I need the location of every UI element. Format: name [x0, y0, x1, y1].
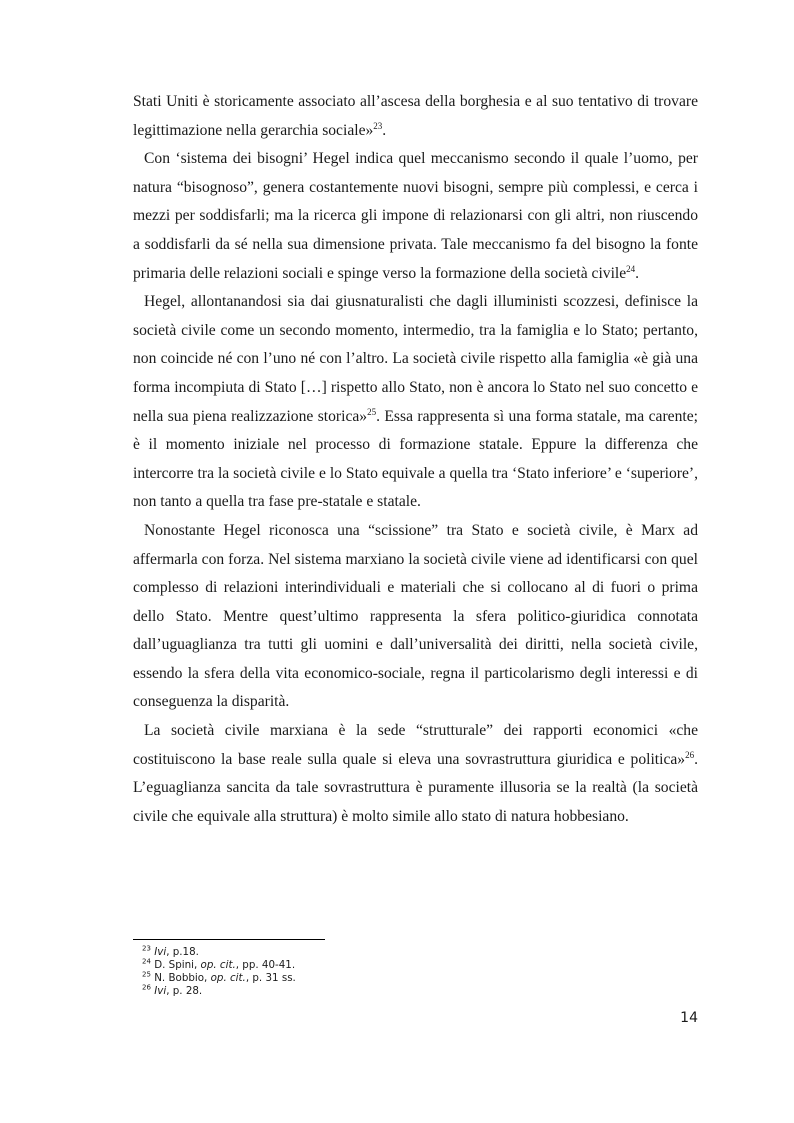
footnote-source: op. cit.	[210, 972, 246, 984]
paragraph-text: . L’eguaglianza sancita da tale sovrastruttura è puramente illusoria se la realtà (la società civile che equivale alla struttura) è molto simile allo stato di natura hobbesiano.	[133, 750, 698, 825]
footnote-number: 26	[142, 983, 151, 992]
footnote-source: Ivi	[154, 985, 167, 997]
footnote-number: 23	[142, 944, 151, 953]
page-number: 14	[680, 1010, 698, 1026]
paragraph-text: Nonostante Hegel riconosca una “scissione” tra Stato e società civile, è Marx ad affermarla con forza. Nel sistema marxiano la società civile viene ad identificarsi con quel complesso di relazioni interindividuali e materiali che si collocano al di fuori o prima dello Stato. Mentre quest’ultimo rappresenta la sfera politico-giuridica connotata dall’uguaglianza tra tutti gli uomini e dall’universalità dei diritti, nella società civile, essendo la sfera della vita economico-sociale, regna il particolarismo degli interessi e di conseguenza la disparità.	[133, 521, 698, 711]
footnote-number: 24	[142, 957, 151, 966]
footnote-pages: , p.18.	[166, 946, 199, 958]
footnote-ref[interactable]: 26	[685, 749, 695, 760]
footnote	[142, 946, 682, 959]
footnote-source: op. cit.	[200, 959, 236, 971]
paragraph-text: .	[635, 264, 640, 282]
paragraph	[133, 517, 698, 717]
paragraph-text: Hegel, allontanandosi sia dai giusnaturalisti che dagli illuministi scozzesi, definisce la società civile come un secondo momento, intermedio, tra la famiglia e lo Stato; pertanto, non coincide né con l’uno né con l’altro. La società civile rispetto alla famiglia «è già una forma incompiuta di Stato […] rispetto allo Stato, non è ancora lo Stato nel suo concetto e nella sua piena realizzazione storica»	[133, 293, 698, 425]
footnote	[142, 972, 682, 985]
footnote-ref[interactable]: 25	[367, 406, 377, 417]
paragraph-text: La società civile marxiana è la sede “strutturale” dei rapporti economici «che costituiscono la base reale sulla quale si eleva una sovrastruttura giuridica e politica»	[133, 722, 698, 768]
footnote-number: 25	[142, 970, 151, 979]
paragraph	[133, 288, 698, 517]
body-text	[133, 88, 698, 831]
footnote-ref[interactable]: 23	[373, 120, 383, 131]
paragraph	[133, 88, 698, 145]
footnote-source: Ivi	[154, 946, 167, 958]
footnote-ref[interactable]: 24	[626, 263, 636, 274]
paragraph-text: . Essa rappresenta sì una forma statale, ma carente; è il momento iniziale nel processo di formazione statale. Eppure la differenza che intercorre tra la società civile e lo Stato equivale a quella tra ‘Stato inferiore’ e ‘superiore’, non tanto a quella tra fase pre-statale e statale.	[133, 407, 698, 511]
paragraph-text: Con ‘sistema dei bisogni’ Hegel indica quel meccanismo secondo il quale l’uomo, per natura “bisognoso”, genera costantemente nuovi bisogni, sempre più complessi, e cerca i mezzi per soddisfarli; ma la ricerca gli impone di relazionarsi con gli altri, non riuscendo a soddisfarli da sé nella sua dimensione privata. Tale meccanismo fa del bisogno la fonte primaria delle relazioni sociali e spinge verso la formazione della società civile	[133, 150, 698, 282]
footnote-pages: , p. 28.	[166, 985, 203, 997]
footnote-pages: , pp. 40-41.	[235, 959, 296, 971]
footnote-pages: , p. 31 ss.	[245, 972, 296, 984]
paragraph	[133, 717, 698, 831]
footnote	[142, 959, 682, 972]
paragraph-text: Stati Uniti è storicamente associato all’ascesa della borghesia e al suo tentativo di trovare legittimazione nella gerarchia sociale»	[133, 93, 698, 139]
footnote-author: N. Bobbio,	[154, 972, 211, 984]
paragraph	[133, 145, 698, 288]
footnotes	[142, 946, 682, 998]
footnote-author: D. Spini,	[154, 959, 201, 971]
footnote	[142, 985, 682, 998]
paragraph-text: .	[382, 121, 387, 139]
footnote-separator	[133, 939, 325, 940]
